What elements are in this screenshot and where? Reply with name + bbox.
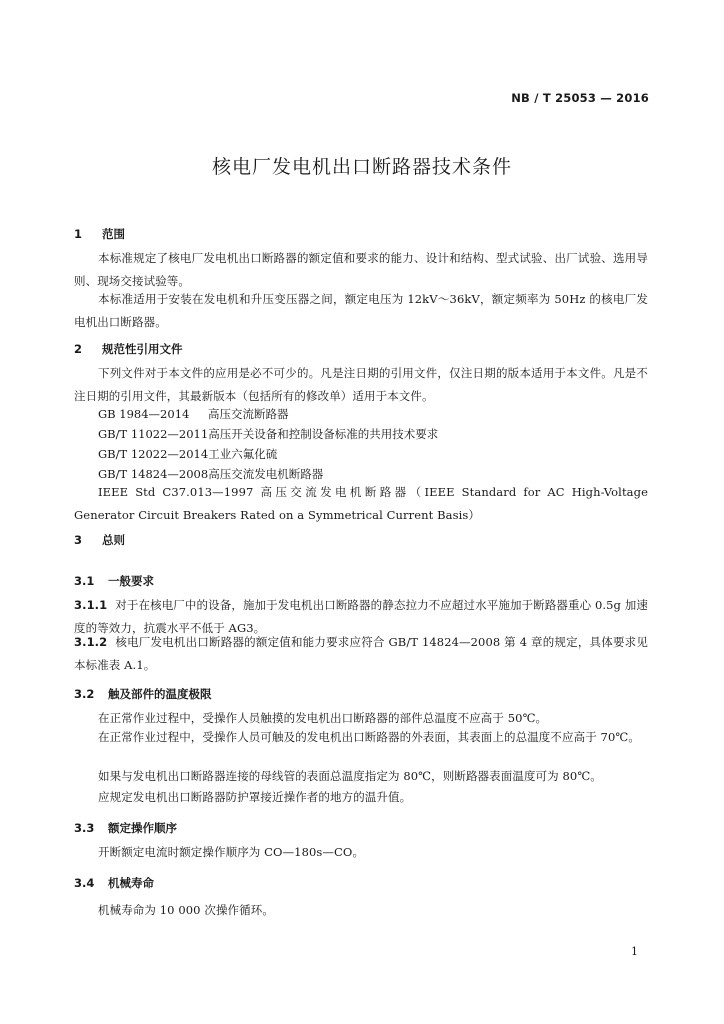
- section-title: 机械寿命: [108, 876, 154, 890]
- document-title: 核电厂发电机出口断路器技术条件: [211, 156, 512, 178]
- reference-code: GB/T 11022—2011: [98, 427, 209, 441]
- section-2-heading: [74, 341, 183, 357]
- section-number: 3.2: [74, 687, 95, 701]
- reference-name: 高压开关设备和控制设备标准的共用技术要求: [208, 427, 439, 441]
- reference-code: GB/T 12022—2014: [98, 447, 209, 461]
- section-1-paragraph-1: 本标准规定了核电厂发电机出口断路器的额定值和要求的能力、设计和结构、型式试验、出厂试验、选用导则、现场交接试验等。: [74, 251, 648, 288]
- section-title: 一般要求: [108, 574, 154, 588]
- standard-number: NB / T 25053 — 2016: [511, 91, 649, 105]
- section-number: 1: [74, 227, 83, 241]
- section-3-2-paragraph-1: 在正常作业过程中，受操作人员触摸的发电机出口断路器的部件总温度不应高于 50℃。: [98, 711, 548, 725]
- reference-code: GB 1984—2014: [98, 407, 190, 421]
- reference-item: [98, 444, 277, 464]
- section-3-3-paragraph: 开断额定电流时额定操作顺序为 CO—180s—CO。: [98, 845, 365, 859]
- section-title: 范围: [102, 227, 125, 241]
- section-title: 额定操作顺序: [108, 821, 177, 835]
- clause-number: 3.1.2: [74, 635, 108, 649]
- section-3-heading: [74, 532, 125, 548]
- section-3-1-heading: [74, 573, 154, 589]
- section-3-2-paragraph-2: 在正常作业过程中，受操作人员可触及的发电机出口断路器的外表面，其表面上的总温度不应高于 70℃。: [98, 730, 640, 744]
- section-1-heading: [74, 226, 125, 242]
- clause-3-1-2: [74, 631, 648, 677]
- section-1-paragraph-2: 本标准适用于安装在发电机和升压变压器之间，额定电压为 12kV～36kV，额定频率为 50Hz 的核电厂发电机出口断路器。: [74, 292, 648, 329]
- reference-name: 工业六氟化硫: [208, 447, 278, 461]
- section-3-3-heading: [74, 820, 177, 836]
- section-title: 总则: [102, 533, 125, 547]
- section-3-4-paragraph: 机械寿命为 10 000 次操作循环。: [98, 903, 274, 917]
- clause-text: 核电厂发电机出口断路器的额定值和能力要求应符合 GB/T 14824—2008 第 4 章的规定，具体要求见本标准表 A.1。: [74, 635, 648, 672]
- section-number: 3.1: [74, 574, 95, 588]
- reference-code: GB/T 14824—2008: [98, 467, 209, 481]
- section-2-intro: 下列文件对于本文件的应用是必不可少的。凡是注日期的引用文件，仅注日期的版本适用于本文件。凡是不注日期的引用文件，其最新版本（包括所有的修改单）适用于本文件。: [74, 366, 648, 403]
- section-title: 触及部件的温度极限: [108, 687, 212, 701]
- section-number: 3.3: [74, 821, 95, 835]
- reference-item: [98, 404, 289, 424]
- section-3-2-paragraph-4: 应规定发电机出口断路器防护罩接近操作者的地方的温升值。: [98, 790, 412, 804]
- section-number: 3: [74, 533, 83, 547]
- section-3-2-heading: [74, 686, 212, 702]
- reference-item: [98, 424, 438, 444]
- clause-text: 对于在核电厂中的设备，施加于发电机出口断路器的静态拉力不应超过水平施加于断路器重心 0.5g 加速度的等效力，抗震水平不低于 AG3。: [74, 598, 648, 635]
- section-3-2-paragraph-3: 如果与发电机出口断路器连接的母线管的表面总温度指定为 80℃，则断路器表面温度可为 80℃。: [98, 769, 602, 783]
- section-number: 3.4: [74, 876, 95, 890]
- section-3-4-heading: [74, 875, 154, 891]
- reference-ieee: IEEE Std C37.013—1997 高压交流发电机断路器（IEEE Standard for AC High-Voltage Generator Circuit Breakers Rated on a Symmetrical Current Basis）: [74, 485, 648, 522]
- section-title: 规范性引用文件: [102, 342, 183, 356]
- page-number: 1: [631, 945, 638, 958]
- reference-name: 高压交流发电机断路器: [208, 467, 324, 481]
- clause-number: 3.1.1: [74, 598, 108, 612]
- reference-name: 高压交流断路器: [208, 407, 289, 421]
- section-number: 2: [74, 342, 83, 356]
